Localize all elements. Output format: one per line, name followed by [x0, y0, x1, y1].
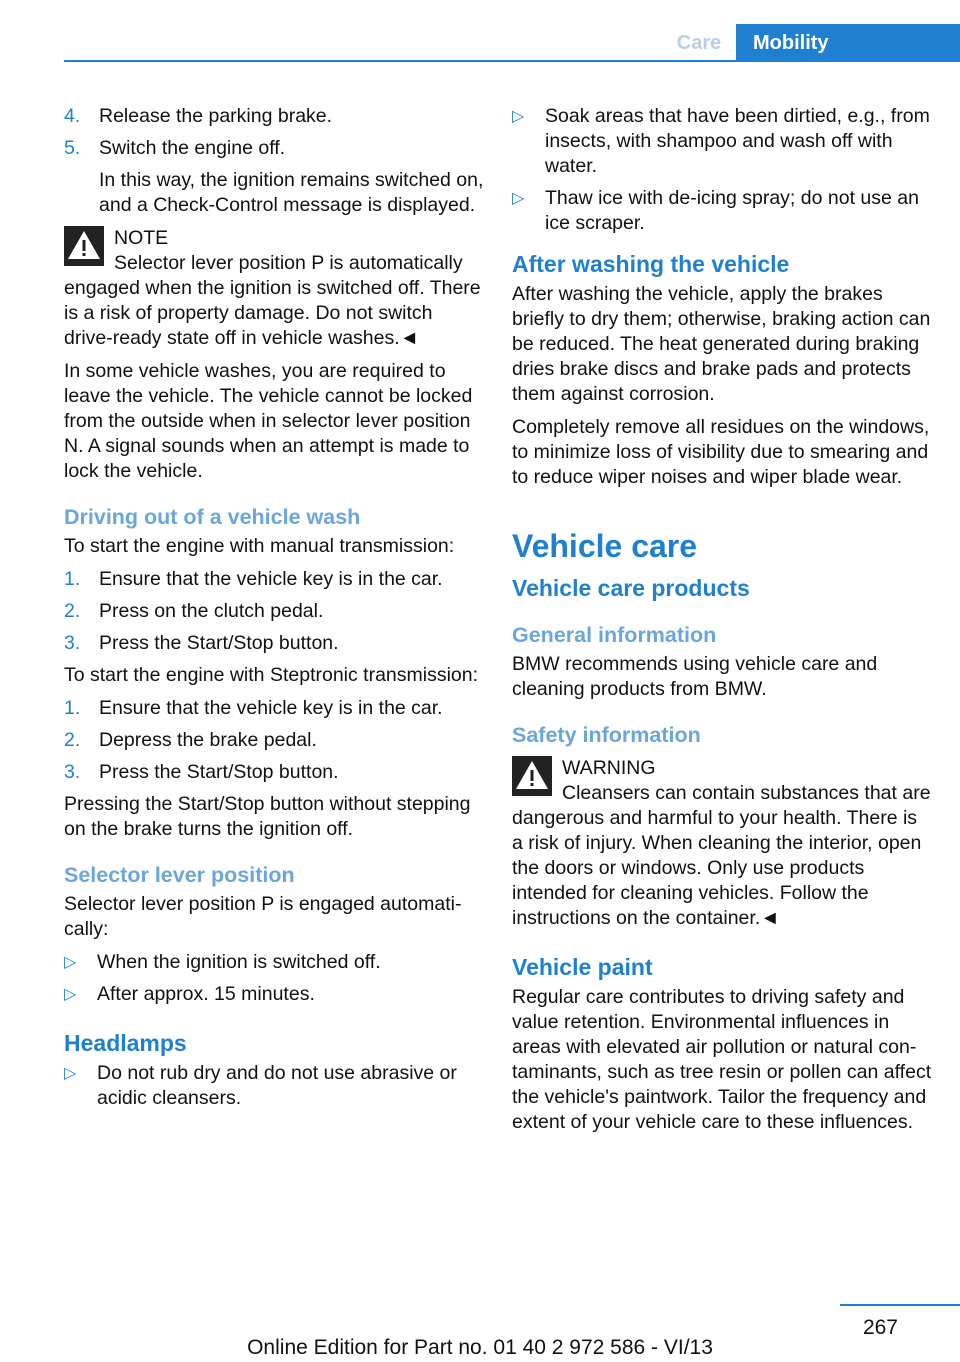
list-item	[64, 136, 484, 161]
step-number: 2.	[64, 600, 81, 622]
heading-after-washing: After washing the vehicle	[512, 251, 790, 277]
footer-rule	[840, 1304, 960, 1306]
triangle-right-icon: ▷	[64, 1065, 77, 1082]
step-text: Ensure that the vehicle key is in the car.	[99, 697, 443, 719]
note-title: NOTE	[114, 227, 169, 249]
heading-headlamps: Headlamps	[64, 1030, 187, 1056]
list-item	[64, 104, 484, 129]
paragraph: Selector lever position P is engaged automatically:	[64, 893, 462, 940]
step-text: Press the Start/Stop button.	[99, 761, 339, 783]
note-text: Selector lever position P is automatically engaged when the ignition is switched off. There is a risk of property damage. Do not switch drive-ready state off in vehicle washes.◄	[64, 252, 481, 349]
step-text: Press on the clutch pedal.	[99, 600, 324, 622]
right-column	[512, 104, 932, 1143]
warning-icon	[512, 756, 552, 796]
step-text: Release the parking brake.	[99, 105, 333, 127]
step-text: Press the Start/Stop button.	[99, 632, 339, 654]
steptronic-steps-list	[64, 696, 484, 785]
paragraph: In some vehicle washes, you are required to leave the vehicle. The vehicle cannot be locked from the outside when in selector lever position N. A signal sounds when an attempt is made to lock the vehicle.	[64, 360, 473, 482]
triangle-right-icon: ▷	[64, 986, 77, 1003]
triangle-right-icon: ▷	[64, 954, 77, 971]
list-item	[64, 982, 484, 1007]
step-number: 5.	[64, 137, 81, 159]
step-number: 1.	[64, 697, 81, 719]
heading-products: Vehicle care products	[512, 575, 750, 601]
step-detail: In this way, the ignition remains switched on, and a Check-Control message is displayed.	[99, 169, 484, 216]
step-number: 1.	[64, 568, 81, 590]
edition-footer: Online Edition for Part no. 01 40 2 972 586 - VI/13	[247, 1336, 713, 1359]
list-item	[64, 567, 484, 592]
heading-safety: Safety information	[512, 723, 701, 747]
heading-paint: Vehicle paint	[512, 954, 653, 980]
warning-title: WARNING	[562, 757, 656, 779]
selector-bullets	[64, 950, 484, 1007]
step-number: 2.	[64, 729, 81, 751]
list-item	[64, 1061, 484, 1111]
step-text: Switch the engine off.	[99, 137, 286, 159]
list-item	[64, 728, 484, 753]
paragraph: Pressing the Start/Stop button without stepping on the brake turns the ignition off.	[64, 793, 471, 840]
left-column	[64, 104, 484, 1118]
tab-mobility[interactable]: Mobility	[736, 24, 960, 62]
right-bullets	[512, 104, 932, 236]
warning-text: Cleansers can contain substances that are dangerous and harmful to your health. There is a risk of injury. When cleaning the interior, open the doors or windows. Only use products intended for cleaning vehicles. Follow the instructions on the container.◄	[512, 782, 931, 929]
paragraph: After washing the vehicle, apply the brakes briefly to dry them; otherwise, braking action can be reduced. The heat generated during braking dries brake discs and brake pads and protects them against corrosion.	[512, 283, 931, 405]
heading-general: General information	[512, 623, 717, 647]
warning-box	[512, 756, 932, 931]
heading-drive-out: Driving out of a vehicle wash	[64, 505, 361, 529]
page-number: 267	[862, 1316, 898, 1339]
triangle-right-icon: ▷	[512, 108, 525, 125]
list-item	[512, 186, 932, 236]
tab-care[interactable]: Care	[676, 32, 722, 54]
manual-steps-list	[64, 567, 484, 656]
heading-vehicle-care: Vehicle care	[512, 528, 698, 564]
note-box	[64, 226, 484, 351]
list-item	[64, 696, 484, 721]
list-item	[512, 104, 932, 179]
bullet-text: When the ignition is switched off.	[97, 951, 381, 973]
list-item	[64, 950, 484, 975]
paragraph: To start the engine with Steptronic transmission:	[64, 664, 479, 686]
step-number: 4.	[64, 105, 81, 127]
paragraph: Regular care contributes to driving safety and value retention. Environmental influences in areas with elevated air pollution or natural contaminants, such as tree resin or pollen can affect the vehicle's paintwork. Tailor the frequency and extent of your vehicle care to these influences.	[512, 986, 932, 1133]
bullet-text: After approx. 15 minutes.	[97, 983, 315, 1005]
warning-icon	[64, 226, 104, 266]
paragraph: Completely remove all residues on the windows, to minimize loss of visibility due to smearing and to reduce wiper noises and wiper blade wear.	[512, 416, 930, 488]
headlamps-bullets	[64, 1061, 484, 1111]
step-number: 3.	[64, 761, 81, 783]
step-number: 3.	[64, 632, 81, 654]
step-text: Depress the brake pedal.	[99, 729, 317, 751]
triangle-right-icon: ▷	[512, 190, 525, 207]
bullet-text: Soak areas that have been dirtied, e.g., from insects, with shampoo and wash off with water.	[545, 105, 930, 177]
bullet-text: Do not rub dry and do not use abrasive or acidic cleansers.	[97, 1062, 457, 1109]
list-item	[64, 599, 484, 624]
list-item	[64, 760, 484, 785]
list-item	[64, 631, 484, 656]
paragraph: To start the engine with manual transmission:	[64, 535, 455, 557]
heading-selector: Selector lever position	[64, 863, 295, 887]
paragraph: BMW recommends using vehicle care and cleaning products from BMW.	[512, 653, 878, 700]
step-text: Ensure that the vehicle key is in the car.	[99, 568, 443, 590]
bullet-text: Thaw ice with de-icing spray; do not use an ice scraper.	[545, 187, 919, 234]
